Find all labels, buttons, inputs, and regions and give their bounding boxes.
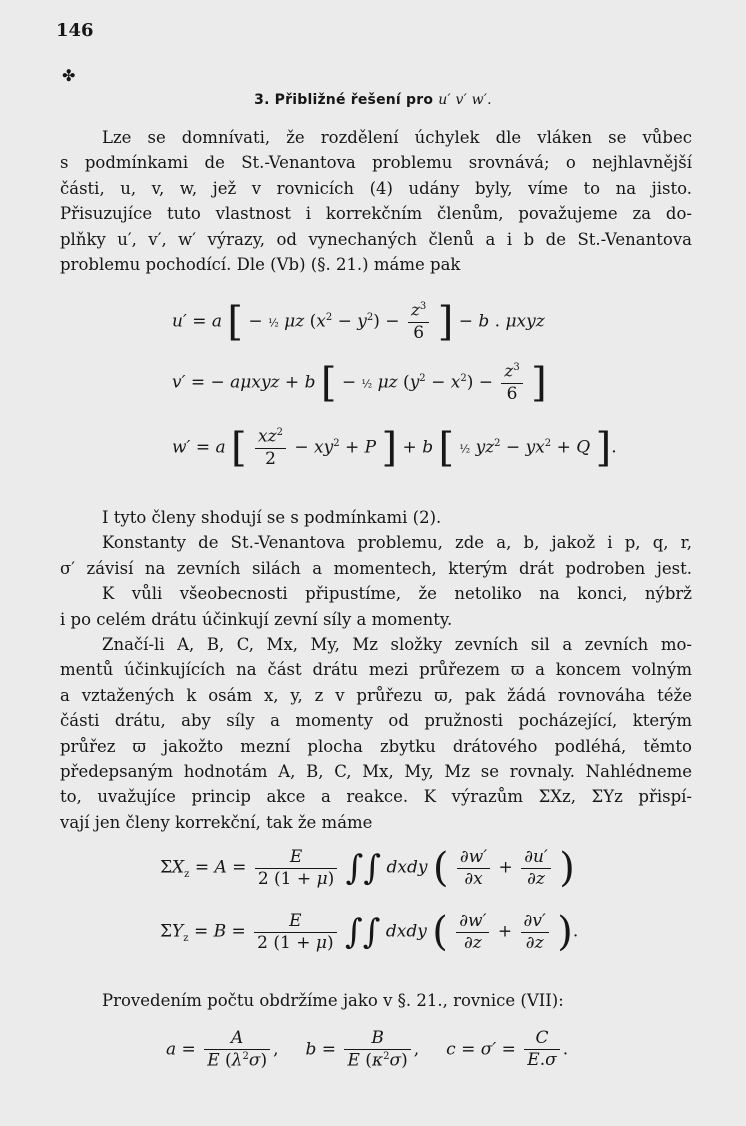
text-line: plňky u′, v′, w′ výrazy, od vynechaných členů a i b de St.-Venantova <box>60 229 692 249</box>
equation-v-prime: v′ = − aμxyz + b [ − ½ μz $(y^2 - x^2)$ − $\frac{z^3}{6}$ ] <box>172 360 547 406</box>
paragraph-result <box>60 988 692 1013</box>
text-line: a vztažených k osám x, y, z v průřezu ϖ, pak žádá rovnováha téže <box>60 685 692 705</box>
text-line: problemu pochodící. Dle (Vb) (§. 21.) máme pak <box>60 255 461 275</box>
text-line: i po celém drátu účinkují zevní síly a momenty. <box>60 609 453 629</box>
section-title-prefix: 3. Přibližné řešení pro <box>254 92 434 108</box>
equation-w-prime: w′ = a [ $\frac{xz^2}{2}$ − $xy^2 + P$ ] + b [ ½ $yz^2 - yx^2 + Q$ ]. <box>172 425 617 471</box>
text-line: Provedením počtu obdržíme jako v §. 21., rovnice (VII): <box>102 991 564 1010</box>
text-line: části, u, v, w, jež v rovnicích (4) udány byly, víme to na jisto. <box>60 178 692 198</box>
equation-sum-x: $\Sigma X_z = A$ = $\frac{E}{2 (1 + \mu)}$ ∫∫ dxdy ( $\frac{\partial w'}{\partial x}$ + $\frac{\partial u'}{\partial z}$ ) <box>160 845 575 891</box>
text-line: Značí-li A, B, C, Mx, My, Mz složky zevních sil a zevních mo- <box>102 635 692 655</box>
text-line: K vůli všeobecnosti připustíme, že netoliko na konci, nýbrž <box>102 584 692 604</box>
text-line: mentů účinkujících na část drátu mezi průřezem ϖ a koncem volným <box>60 660 692 680</box>
text-line: Lze se domnívati, že rozdělení úchylek dle vláken se vůbec <box>102 128 692 147</box>
paragraph-conditions <box>60 505 692 835</box>
text-line: Konstanty de St.-Venantova problemu, zde a, b, jakož i p, q, r, <box>102 533 692 553</box>
text-line: průřez ϖ jakožto mezní plocha zbytku drátového podléhá, těmto <box>60 736 692 756</box>
section-title-vars: u′ v′ w′. <box>438 92 492 108</box>
text-line: předepsaným hodnotám A, B, C, Mx, My, Mz se rovnaly. Nahlédneme <box>60 762 692 782</box>
text-line: s podmínkami de St.-Venantova problemu srovnává; o nejhlavnější <box>60 153 692 173</box>
section-title <box>0 92 746 108</box>
text-line: Přisuzujíce tuto vlastnost i korrekčním členům, považujeme za do- <box>60 204 692 224</box>
ornament-icon: ✤ <box>62 66 76 85</box>
equation-constants: a = $\frac{A}{E (\lambda^2\sigma)}$ , b = $\frac{B}{E (\kappa^2\sigma)}$ , c = σ′ = $\frac{C}{E.\sigma}$ . <box>166 1028 569 1071</box>
paragraph-intro <box>60 125 692 277</box>
text-line: I tyto členy shodují se s podmínkami (2). <box>102 508 442 527</box>
text-line: σ′ závisí na zevních silách a momentech, kterým drát podroben jest. <box>60 558 692 578</box>
text-line: vají jen členy korrekční, tak že máme <box>60 812 373 832</box>
text-line: to, uvažujíce princip akce a reakce. K výrazům ΣXz, ΣYz přispí- <box>60 787 692 807</box>
text-line: části drátu, aby síly a momenty od pružnosti pocházející, kterým <box>60 711 692 731</box>
page-number: 146 <box>56 20 94 41</box>
equation-sum-y: $\Sigma Y_z = B$ = $\frac{E}{2 (1 + \mu)}$ ∫∫ dxdy ( $\frac{\partial w'}{\partial z}$ + $\frac{\partial v'}{\partial z}$ ). <box>160 909 579 955</box>
equation-u-prime: u′ = a [ − ½ μz $(x^2 - y^2)$ − $\frac{z^3}{6}$ ] − b . μxyz <box>172 299 545 345</box>
